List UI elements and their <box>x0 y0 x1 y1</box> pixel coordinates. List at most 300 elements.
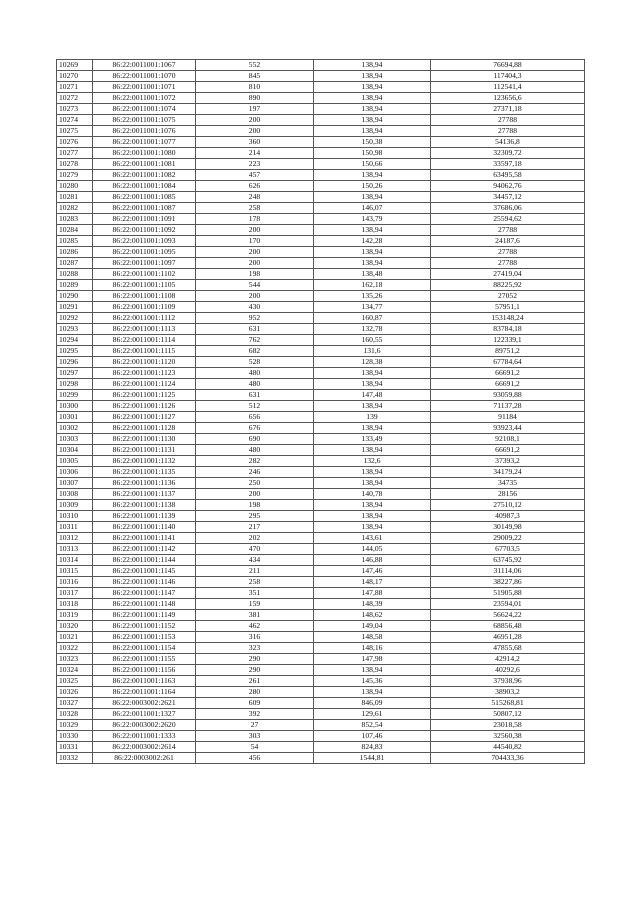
amount-value: 91184 <box>431 412 585 423</box>
amount-value: 34735 <box>431 478 585 489</box>
cadastral-number: 86:22:0011001:1163 <box>93 676 196 687</box>
amount-value: 37938,96 <box>431 676 585 687</box>
row-number: 10288 <box>57 269 93 280</box>
table-row <box>57 291 585 302</box>
cadastral-number: 86:22:0011001:1115 <box>93 346 196 357</box>
rate-value: 138,94 <box>314 368 431 379</box>
row-number: 10287 <box>57 258 93 269</box>
row-number: 10316 <box>57 577 93 588</box>
rate-value: 160,55 <box>314 335 431 346</box>
table-row <box>57 379 585 390</box>
cadastral-number: 86:22:0011001:1138 <box>93 500 196 511</box>
area-value: 290 <box>196 654 314 665</box>
row-number: 10318 <box>57 599 93 610</box>
amount-value: 27788 <box>431 126 585 137</box>
cadastral-number: 86:22:0011001:1108 <box>93 291 196 302</box>
table-row <box>57 643 585 654</box>
cadastral-number: 86:22:0011001:1105 <box>93 280 196 291</box>
row-number: 10326 <box>57 687 93 698</box>
rate-value: 138,94 <box>314 126 431 137</box>
rate-value: 148,16 <box>314 643 431 654</box>
rate-value: 138,94 <box>314 445 431 456</box>
table-row <box>57 60 585 71</box>
row-number: 10289 <box>57 280 93 291</box>
area-value: 544 <box>196 280 314 291</box>
cadastral-number: 86:22:0011001:1333 <box>93 731 196 742</box>
cadastral-number: 86:22:0011001:1095 <box>93 247 196 258</box>
amount-value: 67703,5 <box>431 544 585 555</box>
row-number: 10290 <box>57 291 93 302</box>
area-value: 159 <box>196 599 314 610</box>
area-value: 178 <box>196 214 314 225</box>
rate-value: 142,28 <box>314 236 431 247</box>
amount-value: 83784,18 <box>431 324 585 335</box>
amount-value: 34457,12 <box>431 192 585 203</box>
amount-value: 93059,88 <box>431 390 585 401</box>
cadastral-number: 86:22:0011001:1141 <box>93 533 196 544</box>
row-number: 10276 <box>57 137 93 148</box>
rate-value: 138,94 <box>314 71 431 82</box>
cadastral-number: 86:22:0011001:1120 <box>93 357 196 368</box>
rate-value: 150,98 <box>314 148 431 159</box>
row-number: 10301 <box>57 412 93 423</box>
area-value: 810 <box>196 82 314 93</box>
rate-value: 160,87 <box>314 313 431 324</box>
table-row <box>57 401 585 412</box>
area-value: 258 <box>196 577 314 588</box>
amount-value: 93923,44 <box>431 423 585 434</box>
amount-value: 32560,38 <box>431 731 585 742</box>
table-row <box>57 522 585 533</box>
amount-value: 37686,06 <box>431 203 585 214</box>
table-row <box>57 632 585 643</box>
table-row <box>57 621 585 632</box>
amount-value: 44540,82 <box>431 742 585 753</box>
amount-value: 112541,4 <box>431 82 585 93</box>
table-row <box>57 544 585 555</box>
cadastral-number: 86:22:0011001:1109 <box>93 302 196 313</box>
rate-value: 138,94 <box>314 401 431 412</box>
cadastral-number: 86:22:0011001:1153 <box>93 632 196 643</box>
row-number: 10298 <box>57 379 93 390</box>
amount-value: 27788 <box>431 247 585 258</box>
rate-value: 128,38 <box>314 357 431 368</box>
cadastral-number: 86:22:0011001:1085 <box>93 192 196 203</box>
table-row <box>57 423 585 434</box>
amount-value: 50807,12 <box>431 709 585 720</box>
rate-value: 145,36 <box>314 676 431 687</box>
row-number: 10286 <box>57 247 93 258</box>
cadastral-number: 86:22:0011001:1080 <box>93 148 196 159</box>
amount-value: 68856,48 <box>431 621 585 632</box>
amount-value: 47855,68 <box>431 643 585 654</box>
row-number: 10282 <box>57 203 93 214</box>
area-value: 952 <box>196 313 314 324</box>
area-value: 280 <box>196 687 314 698</box>
rate-value: 140,78 <box>314 489 431 500</box>
table-row <box>57 368 585 379</box>
table-row <box>57 511 585 522</box>
row-number: 10272 <box>57 93 93 104</box>
area-value: 200 <box>196 489 314 500</box>
rate-value: 138,94 <box>314 170 431 181</box>
row-number: 10279 <box>57 170 93 181</box>
rate-value: 846,09 <box>314 698 431 709</box>
table-row <box>57 71 585 82</box>
table-row <box>57 654 585 665</box>
table-row <box>57 126 585 137</box>
rate-value: 138,94 <box>314 225 431 236</box>
cadastral-number: 86:22:0011001:1144 <box>93 555 196 566</box>
cadastral-number: 86:22:0011001:1164 <box>93 687 196 698</box>
area-value: 202 <box>196 533 314 544</box>
table-body <box>57 60 585 764</box>
row-number: 10284 <box>57 225 93 236</box>
row-number: 10274 <box>57 115 93 126</box>
row-number: 10305 <box>57 456 93 467</box>
amount-value: 63745,92 <box>431 555 585 566</box>
row-number: 10331 <box>57 742 93 753</box>
table-row <box>57 478 585 489</box>
area-value: 470 <box>196 544 314 555</box>
area-value: 200 <box>196 225 314 236</box>
area-value: 462 <box>196 621 314 632</box>
amount-value: 515268,81 <box>431 698 585 709</box>
cadastral-number: 86:22:0011001:1137 <box>93 489 196 500</box>
area-value: 261 <box>196 676 314 687</box>
amount-value: 27788 <box>431 258 585 269</box>
table-row <box>57 489 585 500</box>
row-number: 10273 <box>57 104 93 115</box>
cadastral-number: 86:22:0011001:1128 <box>93 423 196 434</box>
rate-value: 134,77 <box>314 302 431 313</box>
land-registry-table <box>56 59 585 764</box>
row-number: 10304 <box>57 445 93 456</box>
table-row <box>57 390 585 401</box>
area-value: 198 <box>196 269 314 280</box>
cadastral-number: 86:22:0011001:1084 <box>93 181 196 192</box>
rate-value: 138,94 <box>314 247 431 258</box>
row-number: 10281 <box>57 192 93 203</box>
table-row <box>57 236 585 247</box>
table-row <box>57 159 585 170</box>
area-value: 246 <box>196 467 314 478</box>
rate-value: 147,48 <box>314 390 431 401</box>
area-value: 198 <box>196 500 314 511</box>
row-number: 10295 <box>57 346 93 357</box>
table-row <box>57 566 585 577</box>
area-value: 217 <box>196 522 314 533</box>
cadastral-number: 86:22:0011001:1136 <box>93 478 196 489</box>
table-row <box>57 698 585 709</box>
cadastral-number: 86:22:0011001:1087 <box>93 203 196 214</box>
table-row <box>57 170 585 181</box>
area-value: 282 <box>196 456 314 467</box>
amount-value: 67784,64 <box>431 357 585 368</box>
rate-value: 147,98 <box>314 654 431 665</box>
area-value: 480 <box>196 445 314 456</box>
cadastral-number: 86:22:0011001:1125 <box>93 390 196 401</box>
row-number: 10308 <box>57 489 93 500</box>
amount-value: 123656,6 <box>431 93 585 104</box>
table-row <box>57 148 585 159</box>
cadastral-number: 86:22:0011001:1075 <box>93 115 196 126</box>
area-value: 480 <box>196 368 314 379</box>
cadastral-number: 86:22:0011001:1074 <box>93 104 196 115</box>
cadastral-number: 86:22:0011001:1092 <box>93 225 196 236</box>
table-row <box>57 588 585 599</box>
table-row <box>57 731 585 742</box>
table-row <box>57 357 585 368</box>
area-value: 656 <box>196 412 314 423</box>
rate-value: 147,88 <box>314 588 431 599</box>
area-value: 200 <box>196 247 314 258</box>
row-number: 10307 <box>57 478 93 489</box>
rate-value: 138,94 <box>314 60 431 71</box>
area-value: 316 <box>196 632 314 643</box>
cadastral-number: 86:22:0011001:1135 <box>93 467 196 478</box>
amount-value: 40292,6 <box>431 665 585 676</box>
cadastral-number: 86:22:0011001:1156 <box>93 665 196 676</box>
rate-value: 1544,81 <box>314 753 431 764</box>
row-number: 10299 <box>57 390 93 401</box>
cadastral-number: 86:22:0003002:2621 <box>93 698 196 709</box>
table-row <box>57 412 585 423</box>
area-value: 200 <box>196 258 314 269</box>
rate-value: 138,94 <box>314 665 431 676</box>
row-number: 10285 <box>57 236 93 247</box>
area-value: 552 <box>196 60 314 71</box>
table-row <box>57 742 585 753</box>
row-number: 10303 <box>57 434 93 445</box>
row-number: 10280 <box>57 181 93 192</box>
cadastral-number: 86:22:0011001:1082 <box>93 170 196 181</box>
table-row <box>57 720 585 731</box>
cadastral-number: 86:22:0011001:1097 <box>93 258 196 269</box>
amount-value: 46951,28 <box>431 632 585 643</box>
amount-value: 27419,04 <box>431 269 585 280</box>
amount-value: 92108,1 <box>431 434 585 445</box>
document-page <box>56 59 584 764</box>
cadastral-number: 86:22:0011001:1148 <box>93 599 196 610</box>
area-value: 250 <box>196 478 314 489</box>
row-number: 10312 <box>57 533 93 544</box>
area-value: 528 <box>196 357 314 368</box>
amount-value: 153148,24 <box>431 313 585 324</box>
rate-value: 138,94 <box>314 192 431 203</box>
cadastral-number: 86:22:0011001:1130 <box>93 434 196 445</box>
amount-value: 76694,88 <box>431 60 585 71</box>
cadastral-number: 86:22:0011001:1152 <box>93 621 196 632</box>
cadastral-number: 86:22:0011001:1067 <box>93 60 196 71</box>
cadastral-number: 86:22:0011001:1072 <box>93 93 196 104</box>
rate-value: 132,6 <box>314 456 431 467</box>
cadastral-number: 86:22:0011001:1071 <box>93 82 196 93</box>
area-value: 434 <box>196 555 314 566</box>
cadastral-number: 86:22:0011001:1093 <box>93 236 196 247</box>
cadastral-number: 86:22:0011001:1070 <box>93 71 196 82</box>
rate-value: 129,61 <box>314 709 431 720</box>
area-value: 54 <box>196 742 314 753</box>
cadastral-number: 86:22:0011001:1146 <box>93 577 196 588</box>
amount-value: 27510,12 <box>431 500 585 511</box>
table-row <box>57 302 585 313</box>
amount-value: 94062,76 <box>431 181 585 192</box>
amount-value: 31114,06 <box>431 566 585 577</box>
cadastral-number: 86:22:0011001:1132 <box>93 456 196 467</box>
table-row <box>57 280 585 291</box>
table-row <box>57 577 585 588</box>
cadastral-number: 86:22:0011001:1126 <box>93 401 196 412</box>
rate-value: 139 <box>314 412 431 423</box>
area-value: 323 <box>196 643 314 654</box>
cadastral-number: 86:22:0011001:1124 <box>93 379 196 390</box>
area-value: 631 <box>196 324 314 335</box>
rate-value: 138,94 <box>314 82 431 93</box>
amount-value: 27371,18 <box>431 104 585 115</box>
row-number: 10296 <box>57 357 93 368</box>
cadastral-number: 86:22:0011001:1113 <box>93 324 196 335</box>
table-row <box>57 115 585 126</box>
cadastral-number: 86:22:0011001:1112 <box>93 313 196 324</box>
area-value: 456 <box>196 753 314 764</box>
row-number: 10324 <box>57 665 93 676</box>
area-value: 27 <box>196 720 314 731</box>
area-value: 197 <box>196 104 314 115</box>
row-number: 10328 <box>57 709 93 720</box>
table-row <box>57 93 585 104</box>
row-number: 10317 <box>57 588 93 599</box>
area-value: 258 <box>196 203 314 214</box>
row-number: 10277 <box>57 148 93 159</box>
table-row <box>57 676 585 687</box>
cadastral-number: 86:22:0011001:1127 <box>93 412 196 423</box>
rate-value: 138,94 <box>314 687 431 698</box>
row-number: 10306 <box>57 467 93 478</box>
row-number: 10310 <box>57 511 93 522</box>
rate-value: 852,54 <box>314 720 431 731</box>
row-number: 10322 <box>57 643 93 654</box>
row-number: 10283 <box>57 214 93 225</box>
amount-value: 23594,01 <box>431 599 585 610</box>
cadastral-number: 86:22:0011001:1123 <box>93 368 196 379</box>
cadastral-number: 86:22:0011001:1076 <box>93 126 196 137</box>
amount-value: 34179,24 <box>431 467 585 478</box>
row-number: 10325 <box>57 676 93 687</box>
area-value: 200 <box>196 126 314 137</box>
table-row <box>57 533 585 544</box>
row-number: 10293 <box>57 324 93 335</box>
amount-value: 30149,98 <box>431 522 585 533</box>
cadastral-number: 86:22:0003002:261 <box>93 753 196 764</box>
amount-value: 51905,88 <box>431 588 585 599</box>
amount-value: 66691,2 <box>431 445 585 456</box>
table-row <box>57 313 585 324</box>
amount-value: 63495,58 <box>431 170 585 181</box>
area-value: 248 <box>196 192 314 203</box>
table-row <box>57 610 585 621</box>
row-number: 10269 <box>57 60 93 71</box>
cadastral-number: 86:22:0003002:2620 <box>93 720 196 731</box>
cadastral-number: 86:22:0011001:1102 <box>93 269 196 280</box>
area-value: 214 <box>196 148 314 159</box>
cadastral-number: 86:22:0011001:1149 <box>93 610 196 621</box>
cadastral-number: 86:22:0011001:1140 <box>93 522 196 533</box>
cadastral-number: 86:22:0011001:1147 <box>93 588 196 599</box>
area-value: 890 <box>196 93 314 104</box>
rate-value: 148,62 <box>314 610 431 621</box>
row-number: 10278 <box>57 159 93 170</box>
rate-value: 146,07 <box>314 203 431 214</box>
rate-value: 138,94 <box>314 522 431 533</box>
row-number: 10330 <box>57 731 93 742</box>
row-number: 10332 <box>57 753 93 764</box>
rate-value: 138,94 <box>314 478 431 489</box>
amount-value: 32309,72 <box>431 148 585 159</box>
table-row <box>57 258 585 269</box>
table-row <box>57 687 585 698</box>
row-number: 10292 <box>57 313 93 324</box>
table-row <box>57 137 585 148</box>
table-row <box>57 555 585 566</box>
row-number: 10319 <box>57 610 93 621</box>
rate-value: 138,94 <box>314 500 431 511</box>
area-value: 762 <box>196 335 314 346</box>
rate-value: 138,94 <box>314 115 431 126</box>
amount-value: 38903,2 <box>431 687 585 698</box>
amount-value: 89751,2 <box>431 346 585 357</box>
table-row <box>57 335 585 346</box>
table-row <box>57 192 585 203</box>
table-row <box>57 665 585 676</box>
amount-value: 27788 <box>431 225 585 236</box>
amount-value: 42914,2 <box>431 654 585 665</box>
rate-value: 138,94 <box>314 379 431 390</box>
amount-value: 27052 <box>431 291 585 302</box>
area-value: 392 <box>196 709 314 720</box>
table-row <box>57 346 585 357</box>
table-row <box>57 445 585 456</box>
row-number: 10315 <box>57 566 93 577</box>
area-value: 211 <box>196 566 314 577</box>
area-value: 631 <box>196 390 314 401</box>
row-number: 10297 <box>57 368 93 379</box>
table-row <box>57 247 585 258</box>
table-row <box>57 324 585 335</box>
rate-value: 149,04 <box>314 621 431 632</box>
amount-value: 28156 <box>431 489 585 500</box>
row-number: 10323 <box>57 654 93 665</box>
amount-value: 54136,8 <box>431 137 585 148</box>
cadastral-number: 86:22:0011001:1145 <box>93 566 196 577</box>
row-number: 10302 <box>57 423 93 434</box>
rate-value: 107,46 <box>314 731 431 742</box>
area-value: 303 <box>196 731 314 742</box>
area-value: 351 <box>196 588 314 599</box>
table-row <box>57 434 585 445</box>
amount-value: 56624,22 <box>431 610 585 621</box>
row-number: 10313 <box>57 544 93 555</box>
rate-value: 150,26 <box>314 181 431 192</box>
table-row <box>57 104 585 115</box>
amount-value: 66691,2 <box>431 368 585 379</box>
cadastral-number: 86:22:0011001:1327 <box>93 709 196 720</box>
amount-value: 88225,92 <box>431 280 585 291</box>
area-value: 290 <box>196 665 314 676</box>
table-row <box>57 599 585 610</box>
rate-value: 131,6 <box>314 346 431 357</box>
amount-value: 38227,86 <box>431 577 585 588</box>
